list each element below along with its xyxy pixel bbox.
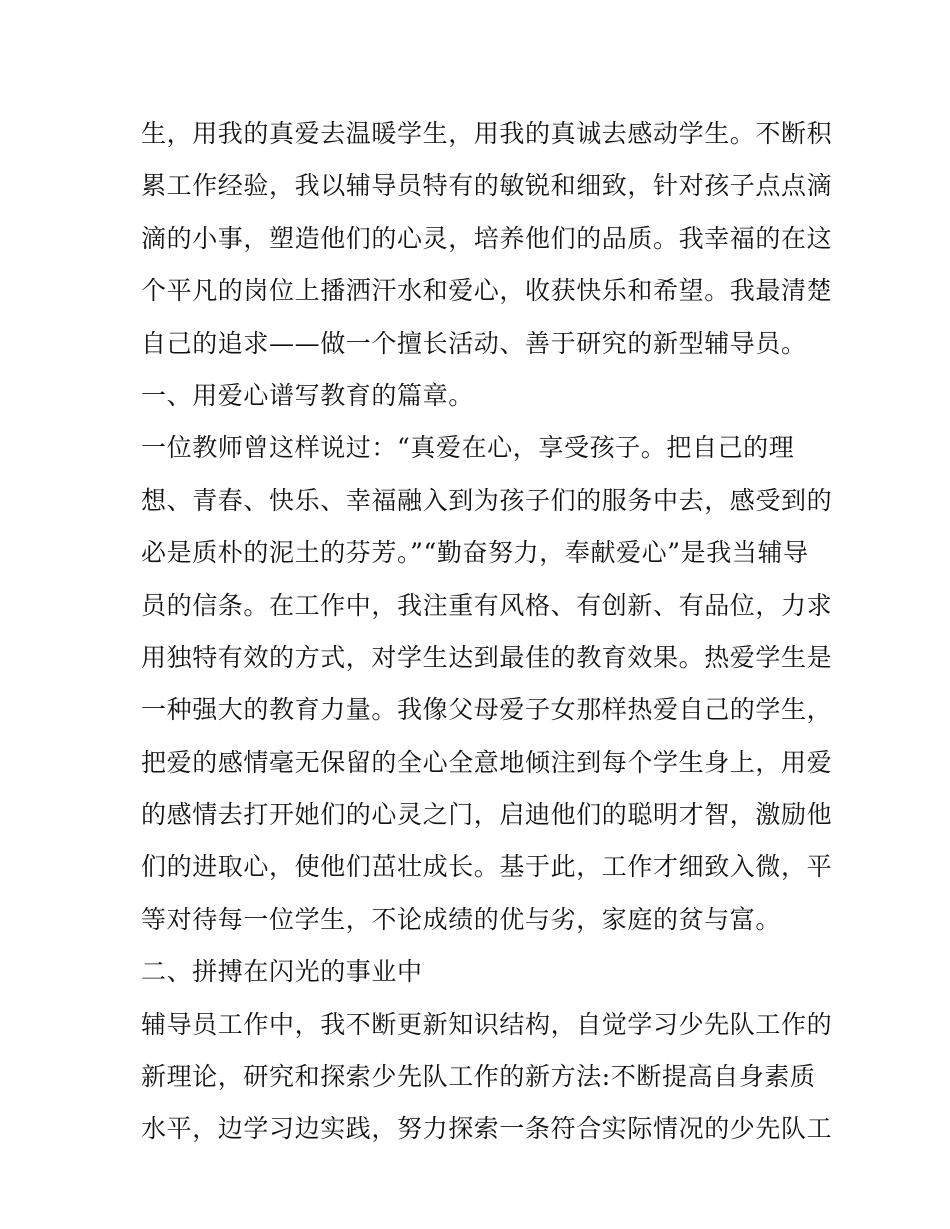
paragraph-line: 把爱的感情毫无保留的全心全意地倾注到每个学生身上，用爱: [141, 747, 833, 777]
paragraph-line: 必是质朴的泥土的芬芳。”“勤奋努力，奉献爱心”是我当辅导: [141, 538, 809, 568]
paragraph-line: 个平凡的岗位上播洒汗水和爱心，收获快乐和希望。我最清楚: [141, 276, 833, 306]
paragraph-line: 水平，边学习边实践，努力探索一条符合实际情况的少先队工: [141, 1114, 833, 1144]
section-heading-2: 二、拼搏在闪光的事业中: [141, 957, 423, 987]
section-heading-1: 一、用爱心谱写教育的篇章。: [141, 380, 474, 410]
paragraph-line: 一种强大的教育力量。我像父母爱子女那样热爱自己的学生，: [141, 695, 833, 725]
paragraph-line: 想、青春、快乐、幸福融入到为孩子们的服务中去，感受到的: [141, 485, 833, 515]
paragraph-line: 们的进取心，使他们茁壮成长。基于此，工作才细致入微，平: [141, 852, 833, 882]
paragraph-line: 滴的小事，塑造他们的心灵，培养他们的品质。我幸福的在这: [141, 223, 833, 253]
paragraph-line: 新理论，研究和探索少先队工作的新方法:不断提高自身素质: [141, 1062, 816, 1092]
paragraph-line: 一位教师曾这样说过：“真爱在心，享受孩子。把自己的理: [141, 433, 795, 463]
paragraph-line: 的感情去打开她们的心灵之门，启迪他们的聪明才智，激励他: [141, 800, 833, 830]
paragraph-line: 用独特有效的方式，对学生达到最佳的教育效果。热爱学生是: [141, 642, 833, 672]
document-body: [141, 108, 833, 1156]
paragraph-line: 员的信条。在工作中，我注重有风格、有创新、有品位，力求: [141, 590, 833, 620]
paragraph-line: 等对待每一位学生，不论成绩的优与劣，家庭的贫与富。: [141, 904, 782, 934]
paragraph-line: 生，用我的真爱去温暖学生，用我的真诚去感动学生。不断积: [141, 119, 833, 148]
paragraph-line: 自己的追求——做一个擅长活动、善于研究的新型辅导员。: [141, 328, 807, 358]
paragraph-line: 累工作经验，我以辅导员特有的敏锐和细致，针对孩子点点滴: [141, 171, 833, 201]
paragraph-line: 辅导员工作中，我不断更新知识结构，自觉学习少先队工作的: [141, 1009, 833, 1039]
